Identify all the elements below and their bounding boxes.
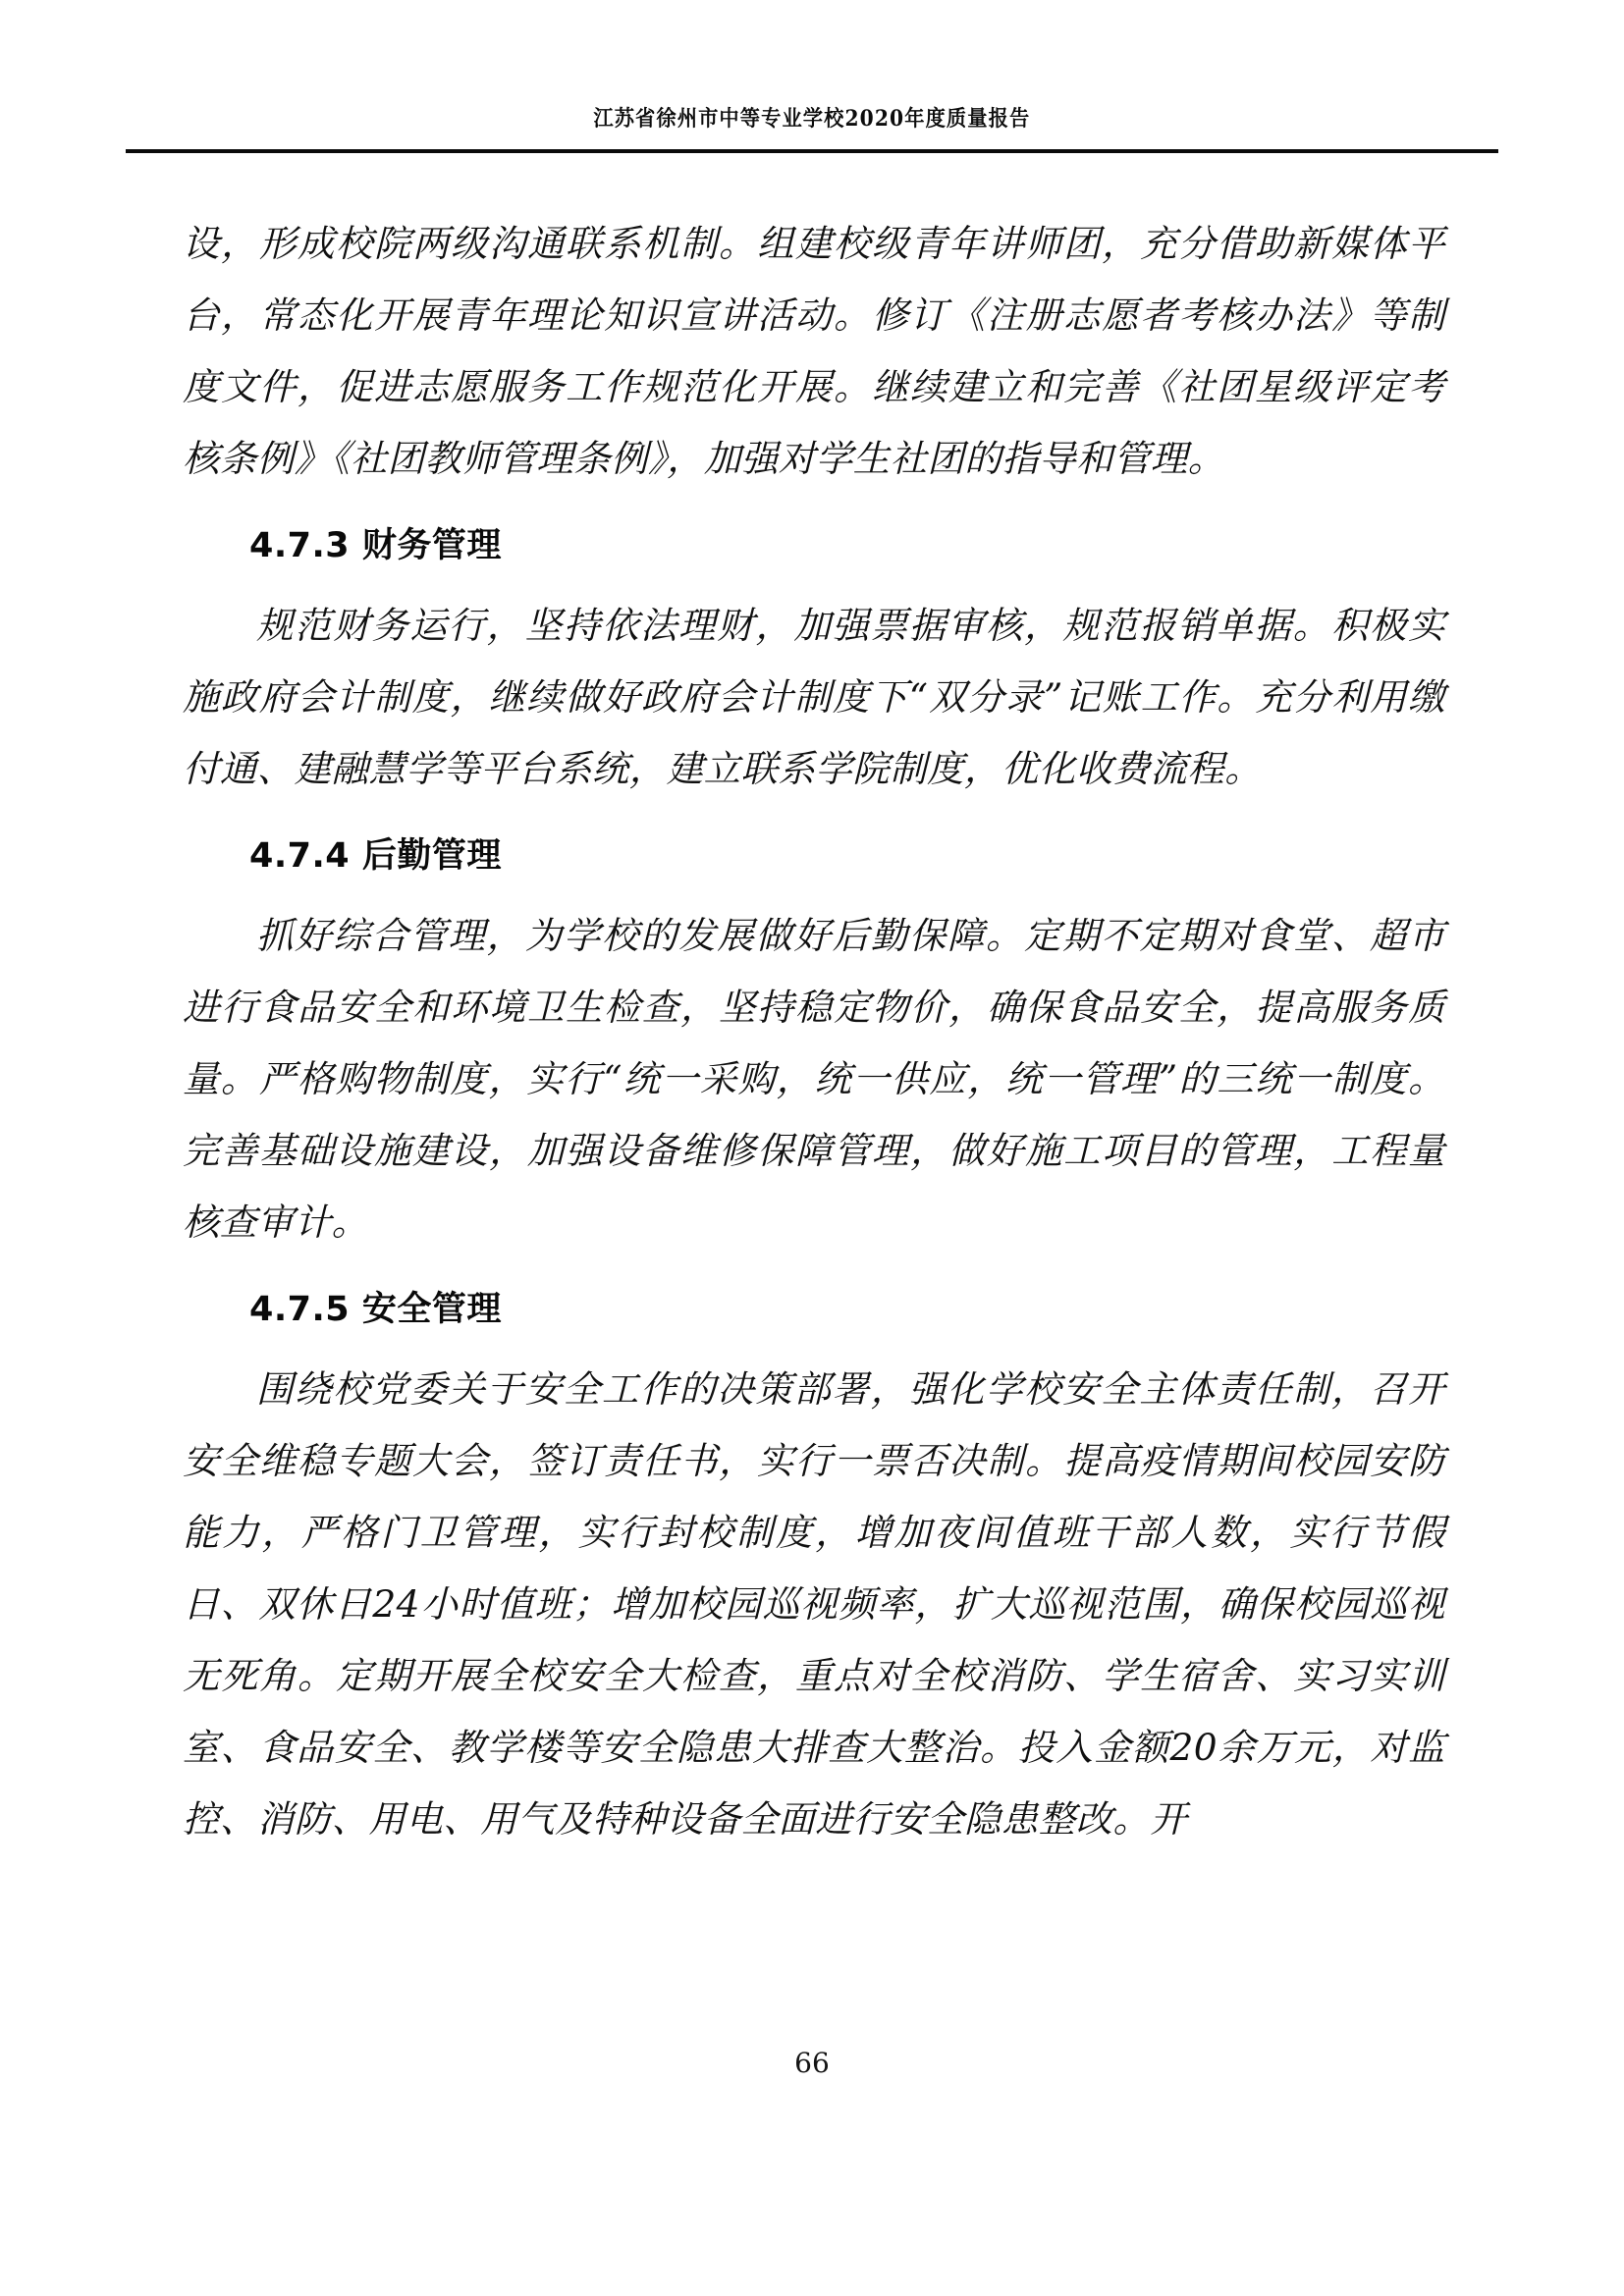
- section-heading-4-7-5: 4.7.5 安全管理: [249, 1290, 502, 1329]
- section-body-4-7-5: 围绕校党委关于安全工作的决策部署，强化学校安全主体责任制，召开安全维稳专题大会，签订责任书，实行一票否决制。提高疫情期间校园安防能力，严格门卫管理，实行封校制度，增加夜间值班干部人数，实行节假日、双休日24小时值班；增加校园巡视频率，扩大巡视范围，确保校园巡视无死角。定期开展全校安全大检查，重点对全校消防、学生宿舍、实习实训室、食品安全、教学楼等安全隐患大排查大整治。投入金额20余万元，对监控、消防、用电、用气及特种设备全面进行安全隐患整改。开: [183, 1367, 1445, 1841]
- section-body-4-7-3: 规范财务运行，坚持依法理财，加强票据审核，规范报销单据。积极实施政府会计制度，继续做好政府会计制度下“双分录”记账工作。充分利用缴付通、建融慧学等平台系统，建立联系学院制度，优化收费流程。: [183, 604, 1445, 790]
- section-heading-4-7-4: 4.7.4 后勤管理: [249, 836, 502, 876]
- page-footer: [0, 2047, 1624, 2079]
- header-title: 江苏省徐州市中等专业学校2020年度质量报告: [593, 106, 1031, 132]
- section-body-4-7-4: 抓好综合管理，为学校的发展做好后勤保障。定期不定期对食堂、超市进行食品安全和环境卫生检查，坚持稳定物价，确保食品安全，提高服务质量。严格购物制度，实行“统一采购，统一供应，统一管理”的三统一制度。完善基础设施建设，加强设备维修保障管理，做好施工项目的管理，工程量核查审计。: [183, 914, 1445, 1244]
- section-heading-4-7-3: 4.7.3 财务管理: [249, 526, 502, 565]
- header-divider-rule: [126, 149, 1498, 153]
- running-header: [0, 102, 1624, 133]
- paragraph-continued: 设，形成校院两级沟通联系机制。组建校级青年讲师团，充分借助新媒体平台，常态化开展青年理论知识宣讲活动。修订《注册志愿者考核办法》等制度文件，促进志愿服务工作规范化开展。继续建立和完善《社团星级评定考核条例》《社团教师管理条例》，加强对学生社团的指导和管理。: [183, 222, 1445, 480]
- page-body: [183, 208, 1445, 1855]
- page-number: 66: [794, 2047, 830, 2079]
